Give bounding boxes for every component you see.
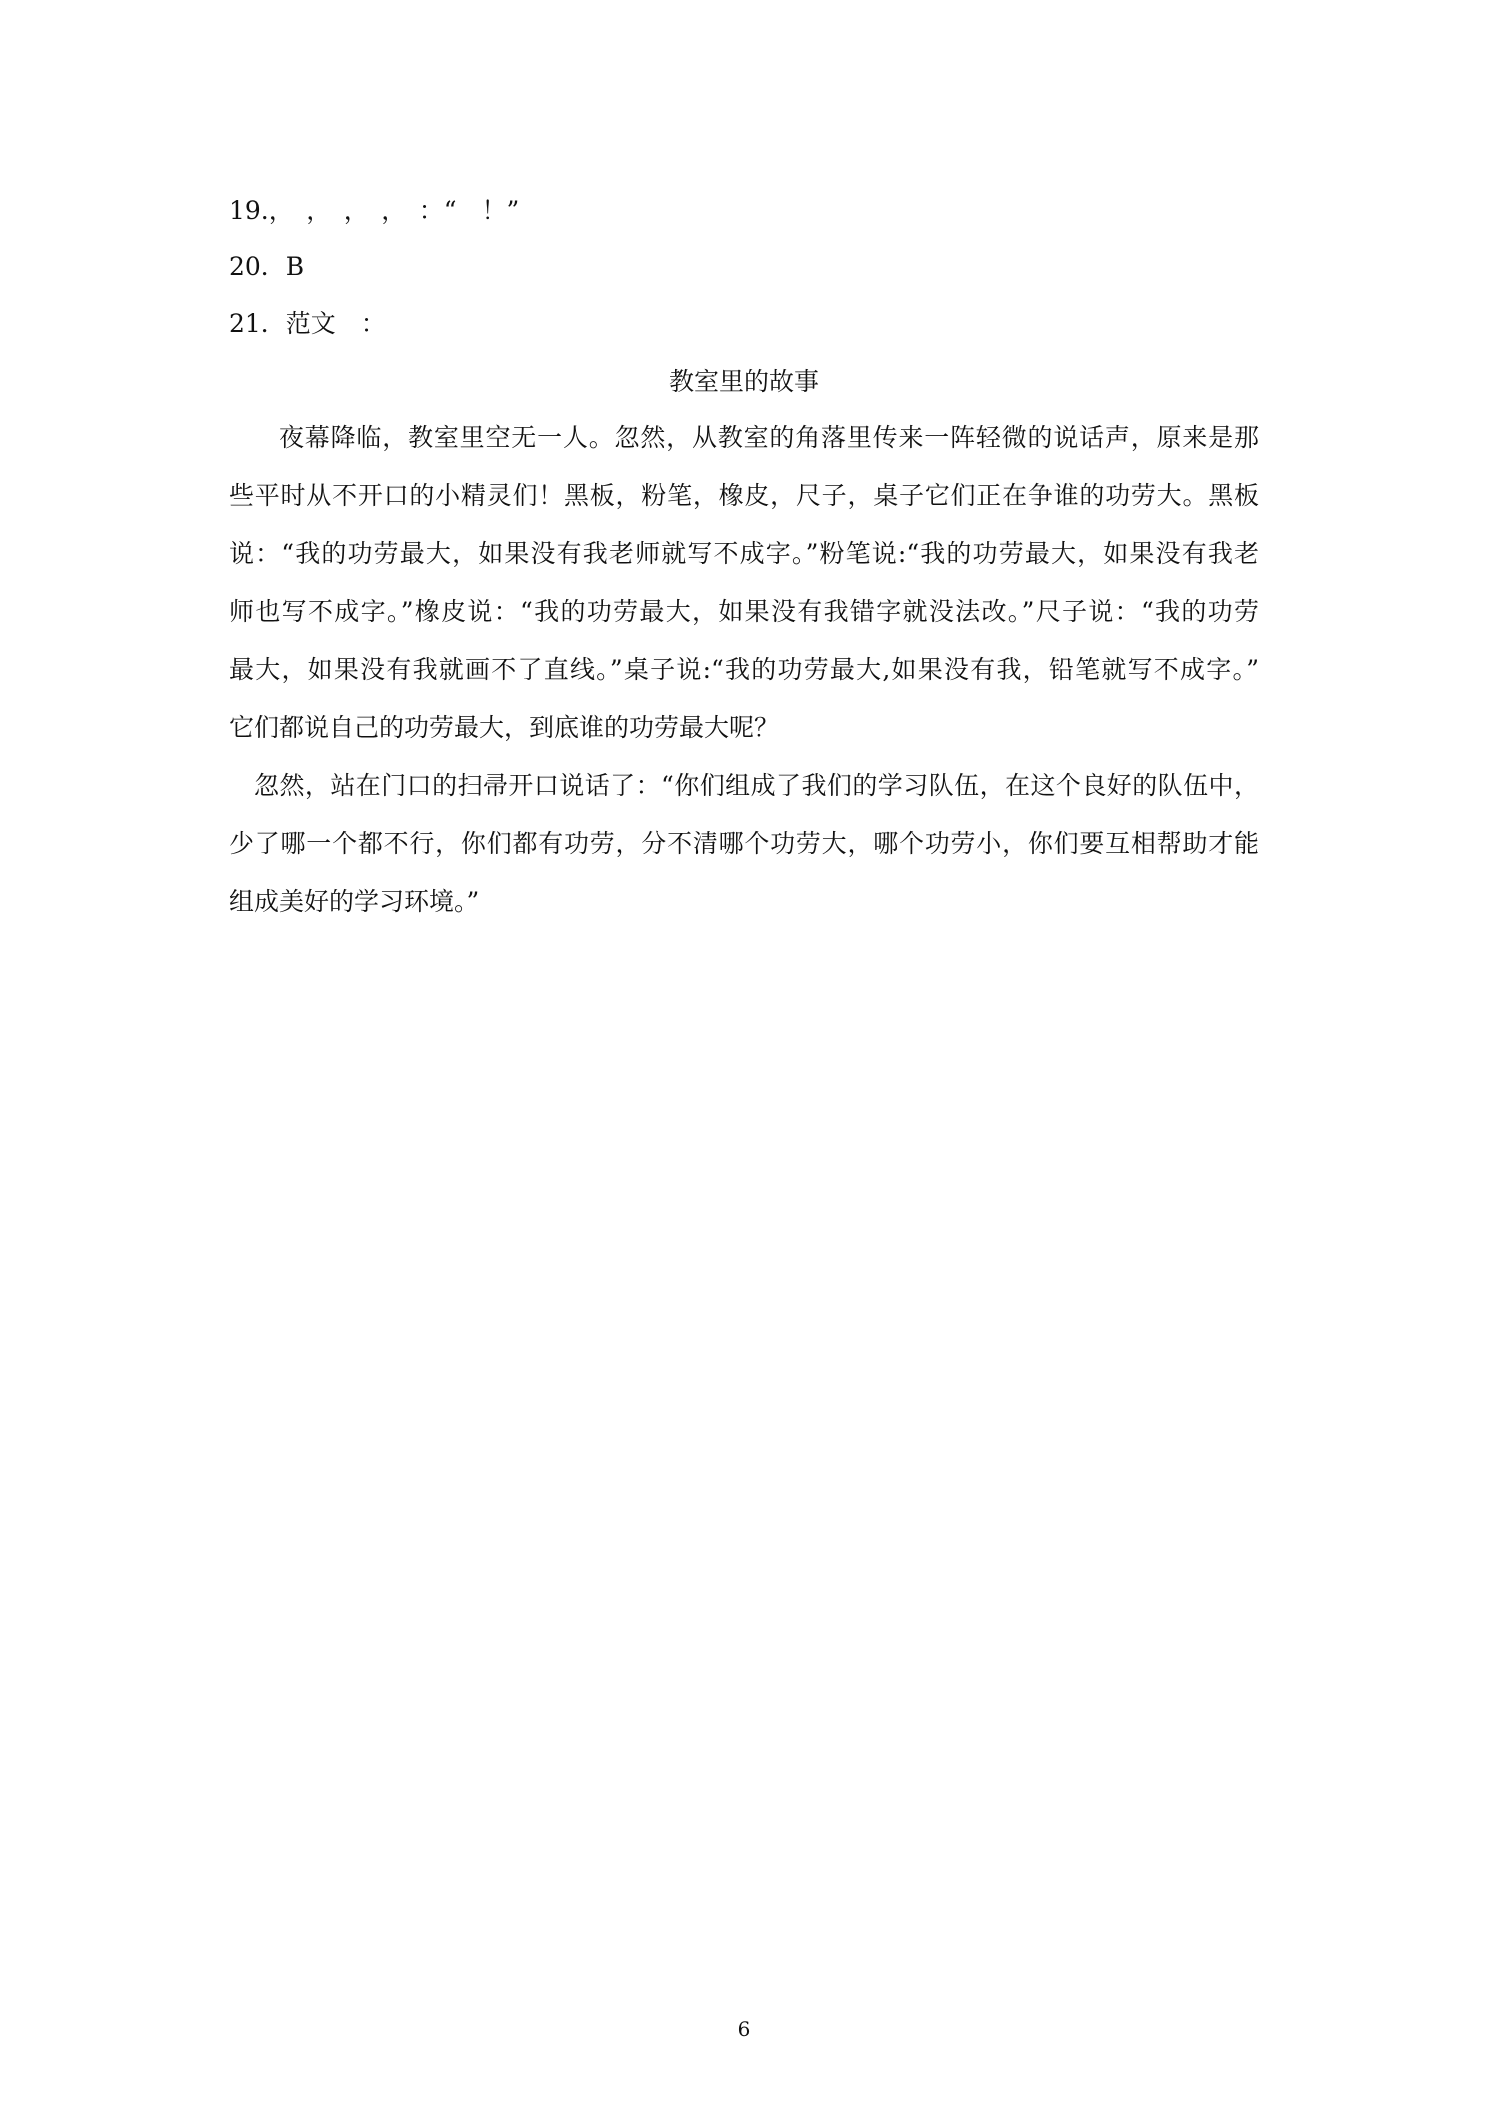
essay-title: 教室里的故事 [668, 367, 819, 396]
essay-paragraph-1-line-4: 师也写不成字。”橡皮说：“我的功劳最大，如果没有我错字就没法改。”尺子说：“我的功劳 [229, 597, 1259, 626]
answer-19: 19.， ， ， ， ：“ ！” [229, 196, 520, 225]
essay-paragraph-1-line-3: 说：“我的功劳最大，如果没有我老师就写不成字。”粉笔说:“我的功劳最大，如果没有我老 [229, 539, 1259, 568]
essay-paragraph-2-line-2: 少了哪一个都不行，你们都有功劳，分不清哪个功劳大，哪个功劳小，你们要互相帮助才能 [229, 829, 1259, 858]
essay-paragraph-2-line-1: 忽然，站在门口的扫帚开口说话了：“你们组成了我们的学习队伍，在这个良好的队伍中， [254, 771, 1259, 800]
essay-paragraph-1-line-6: 它们都说自己的功劳最大，到底谁的功劳最大呢？ [229, 713, 780, 742]
page-number: 6 [737, 2017, 751, 2041]
answer-20: 20．B [229, 252, 305, 281]
answer-21: 21．范文 ： [229, 309, 386, 338]
essay-paragraph-2-line-3: 组成美好的学习环境。” [229, 887, 480, 916]
essay-paragraph-1-line-5: 最大，如果没有我就画不了直线。”桌子说:“我的功劳最大,如果没有我，铅笔就写不成字。” [229, 655, 1259, 684]
essay-paragraph-1-line-1: 夜幕降临，教室里空无一人。忽然，从教室的角落里传来一阵轻微的说话声，原来是那 [279, 423, 1259, 452]
essay-paragraph-1-line-2: 些平时从不开口的小精灵们！黑板，粉笔，橡皮，尺子，桌子它们正在争谁的功劳大。黑板 [229, 481, 1259, 510]
